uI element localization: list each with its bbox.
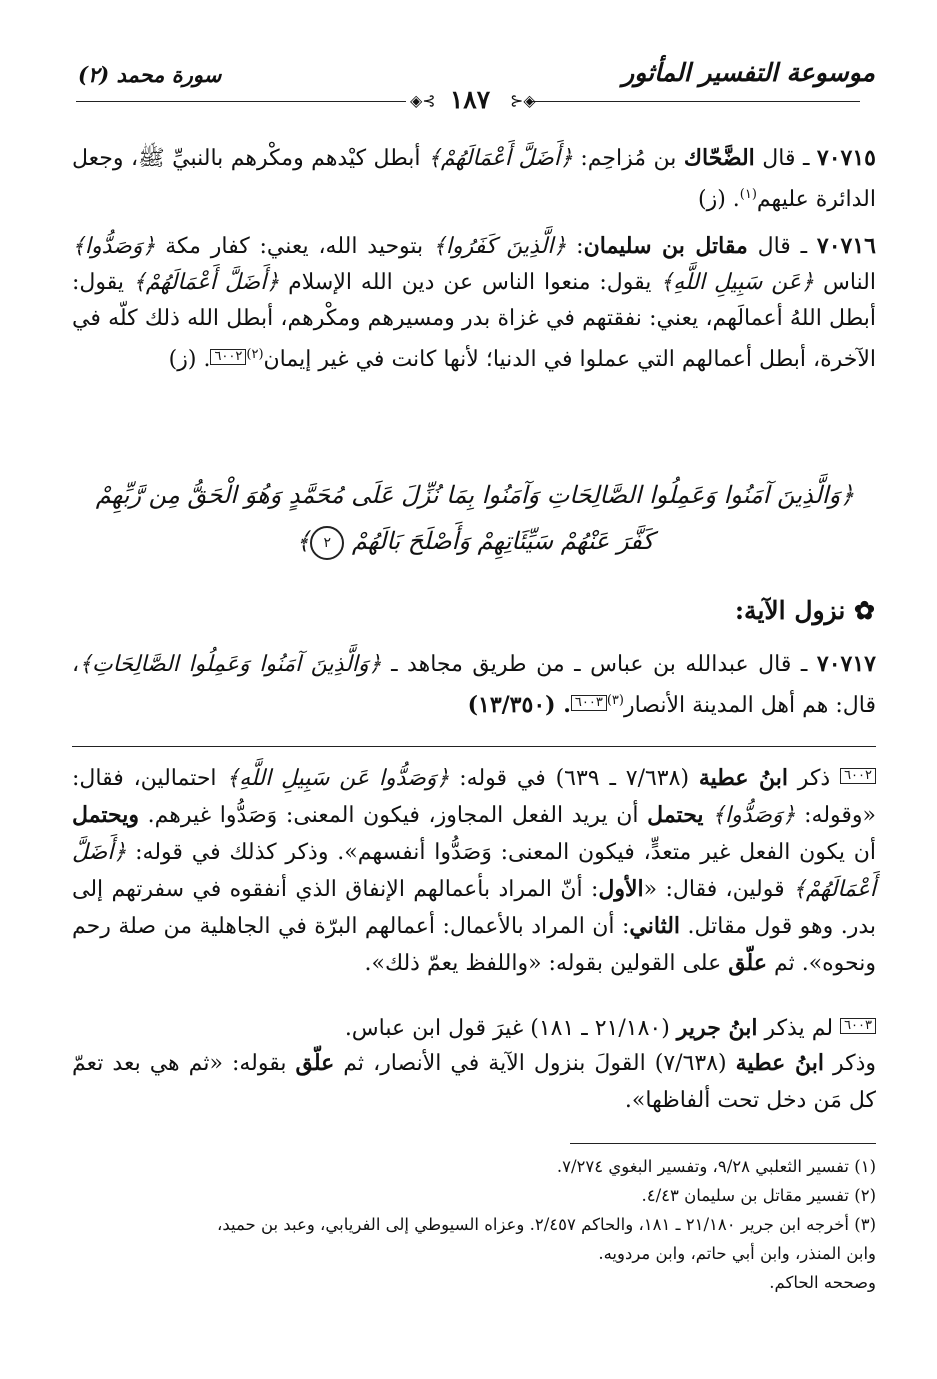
- quran-quote: ﴿أَضَلَّ أَعْمَالَهُمْ﴾: [72, 840, 876, 902]
- text-run: بقوله: «ثم هي بعد تعمّ كل مَن دخل تحت ألفاظها».: [72, 1051, 876, 1113]
- text-run: يقول: أبطل اللهُ أعمالَهم، يعني: نفقتهم في غزاة بدر ومسيرهم ومكْرهم، أبطل الله ذلك كلّه في الآخرة، أبطل أعمالهم التي عملوا في الدنيا؛ لأنها كانت في غير إيمان: [72, 270, 876, 372]
- scholar-name: مقاتل بن سليمان: [583, 233, 748, 259]
- text-run: يقول: منعوا الناس عن دين الله الإسلام: [279, 270, 661, 295]
- scholar-name: الضَّحّاك: [683, 145, 755, 171]
- surah-title: سورة محمد (٢): [78, 62, 222, 87]
- text-run: ـ قال: [747, 234, 817, 259]
- quran-quote: ﴿أَضَلَّ أَعْمَالَهُمْ﴾: [427, 146, 573, 171]
- quran-quote: ﴿وَصَدُّوا﴾: [712, 803, 796, 828]
- bold-term: علّق: [728, 950, 767, 976]
- scholar-name: ابنُ جرير: [676, 1015, 758, 1041]
- cross-ref-box: ٦٠٠٣: [571, 695, 607, 711]
- quran-quote: ﴿وَالَّذِينَ آمَنُوا وَعَمِلُوا الصَّالِحَاتِ﴾: [79, 652, 382, 677]
- footnote-marker: (١): [739, 187, 757, 202]
- bold-term: . (١٣/٣٥٠): [467, 692, 571, 718]
- quran-quote: ﴿وَصَدُّوا﴾: [72, 234, 156, 259]
- entry-70717: [72, 646, 876, 724]
- cross-ref-box: ٦٠٠٣: [840, 1018, 876, 1034]
- footnote-marker: (٢): [246, 347, 264, 362]
- footnote-3: (٣) أخرجه ابن جرير ٢١/١٨٠ ـ ١٨١، والحاكم ٢/٤٥٧. وعزاه السيوطي إلى الفريابي، وعبد بن حميد،: [217, 1215, 876, 1234]
- commentary-6003-cont: [72, 1045, 876, 1119]
- entry-number: ٧٠٧١٦: [816, 233, 876, 259]
- commentary-parts: [72, 766, 876, 976]
- text-run: ، قال: هم أهل المدينة الأنصار: [72, 652, 876, 718]
- text-run: ـ قال: [754, 146, 817, 171]
- ornament-left-icon: ◈⊰: [410, 91, 436, 110]
- quran-quote: ﴿عَن سَبِيلِ اللَّهِ﴾: [660, 270, 815, 295]
- page-number: ١٨٧: [449, 85, 491, 114]
- quran-verse: [90, 472, 860, 564]
- quran-quote: ﴿وَصَدُّوا عَن سَبِيلِ اللَّهِ﴾: [226, 766, 450, 791]
- text-run: [704, 803, 713, 828]
- footnote-3-cont: وابن المنذر، وابن أبي حاتم، وابن مردويه.: [598, 1244, 876, 1263]
- flower-ornament-icon: ✿: [854, 596, 875, 625]
- text-run: الناس: [814, 270, 876, 295]
- footnote-1: (١) تفسير الثعلبي ٩/٢٨، وتفسير البغوي ٧/٢٧٤.: [556, 1157, 876, 1176]
- verse-text: ﴿وَالَّذِينَ آمَنُوا وَعَمِلُوا الصَّالِحَاتِ وَآمَنُوا بِمَا نُزِّلَ عَلَى مُحَمَّدٍ وَهُوَ الْحَقُّ مِن رَّبِّهِمْ كَفَّرَ عَنْهُمْ سَيِّئَاتِهِمْ وَأَصْلَحَ بَالَهُمْ: [95, 481, 855, 555]
- text-run: ـ قال عبدالله بن عباس ـ من طريق مجاهد ـ: [381, 652, 817, 677]
- text-run: :: [566, 234, 584, 259]
- text-run: (٢١/١٨٠ ـ ١٨١) غيرَ قول ابن عباس.: [344, 1016, 677, 1041]
- entry-number: ٧٠٧١٧: [816, 651, 876, 677]
- commentary-6003: [72, 1010, 876, 1047]
- text-run: احتمالين، فقال: «وقوله:: [72, 766, 877, 828]
- bold-term: علّق: [295, 1050, 335, 1076]
- commentary-parts: [345, 1016, 876, 1041]
- quran-quote: ﴿الَّذِينَ كَفَرُوا﴾: [433, 234, 567, 259]
- text-run: : أنّ المراد بأعمالهم الإنفاق الذي أنفقوه في سفرتهم إلى بدر. وهو قول مقاتل.: [72, 877, 876, 939]
- footnote-marker: (٣): [606, 693, 624, 708]
- entry-number: ٧٠٧١٥: [816, 145, 876, 171]
- book-title: موسوعة التفسير المأثور: [622, 58, 875, 87]
- section-heading: [575, 596, 875, 625]
- commentary-parts: [72, 1051, 876, 1113]
- ayah-number-icon: ٢: [310, 526, 344, 560]
- scholar-name: ابنُ عطية: [698, 765, 788, 791]
- commentary-separator: [72, 746, 876, 747]
- cross-ref-box: ٦٠٠٢: [840, 768, 876, 784]
- entry-parts: [72, 234, 876, 372]
- bold-term: يحتمل: [647, 802, 704, 828]
- text-run: أبطل كيْدهم ومكْرهم بالنبيِّ ﷺ، وجعل الدائرة عليهم: [72, 146, 876, 212]
- entry-70716: [72, 228, 876, 378]
- text-run: بتوحيد الله، يعني: كفار مكة: [155, 234, 434, 259]
- bold-term: الثاني: [629, 913, 681, 939]
- text-run: (٧/٦٣٨) القولَ بنزول الآية في الأنصار، ثم: [334, 1051, 736, 1076]
- quran-quote: ﴿أَضَلَّ أَعْمَالَهُمْ﴾: [132, 270, 280, 295]
- text-run: (٧/٦٣٨ ـ ٦٣٩) في قوله:: [449, 766, 699, 791]
- footnote-3-end: وصححه الحاكم.: [769, 1273, 876, 1292]
- text-run: : أن المراد بالأعمال: أعمالهم البرّة في الجاهلية من صلة رحم ونحوه». ثم: [72, 914, 876, 976]
- text-run: . (ز): [168, 347, 211, 372]
- entry-parts: [72, 146, 876, 212]
- text-run: وذكر: [823, 1051, 877, 1076]
- bold-term: ويحتمل: [72, 802, 139, 828]
- cross-ref-box: ٦٠٠٢: [210, 349, 246, 365]
- text-run: لم يذكر: [757, 1016, 841, 1041]
- header-rule-left: [76, 101, 406, 102]
- bold-term: الأول: [598, 876, 644, 902]
- footnote-2: (٢) تفسير مقاتل بن سليمان ٤/٤٣.: [641, 1186, 876, 1205]
- entry-70715: [72, 140, 876, 218]
- ornament-right-icon: ⊱◈: [510, 91, 536, 110]
- entry-parts: [72, 652, 876, 718]
- text-run: أن يكون الفعل غير متعدٍّ، فيكون المعنى: وَصَدُّوا أنفسهم». وذكر كذلك في قوله:: [126, 840, 876, 865]
- text-run: . (ز): [697, 187, 740, 212]
- verse-closing: ﴾: [296, 527, 311, 555]
- text-run: ذكر: [787, 766, 841, 791]
- header-rule-right: [528, 101, 860, 102]
- text-run: قولين، فقال: «: [643, 877, 793, 902]
- scholar-name: ابنُ عطية: [735, 1050, 824, 1076]
- footnote-separator: [570, 1143, 876, 1144]
- section-title: نزول الآية:: [734, 596, 846, 625]
- text-run: على القولين بقوله: «واللفظ يعمّ ذلك».: [364, 951, 729, 976]
- footnotes: [72, 1152, 876, 1297]
- text-run: أن يريد الفعل المجاوز، فيكون المعنى: وَصَدُّوا غيرهم.: [138, 803, 648, 828]
- text-run: بن مُزاحِم:: [572, 146, 684, 171]
- commentary-6002: [72, 760, 876, 982]
